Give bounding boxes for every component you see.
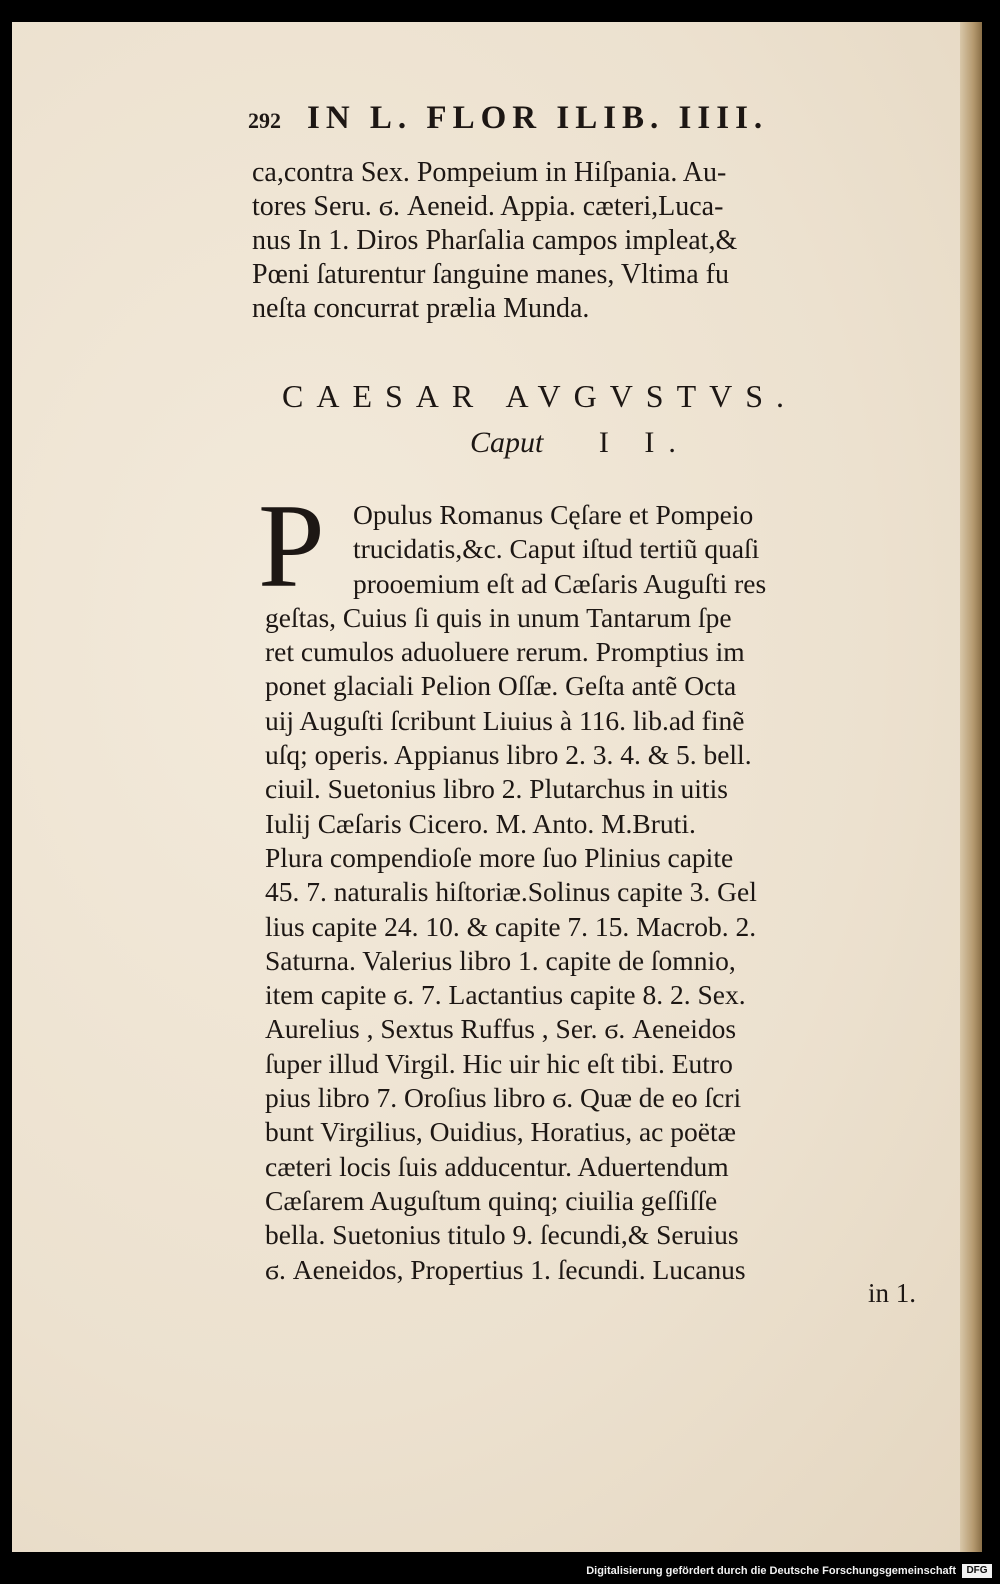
- page-number: 292: [248, 108, 281, 133]
- text-line: Cæſarem Auguſtum quinq; ciuilia geſſiſſe: [265, 1184, 718, 1216]
- text-line: Saturna. Valerius libro 1. capite de ſomnio,: [265, 944, 736, 976]
- text-line: Aurelius , Sextus Ruffus , Ser. ϭ. Aeneidos: [265, 1013, 737, 1045]
- section-title: CAESAR AVGVSTVS.: [282, 378, 798, 414]
- text-line: lius capite 24. 10. & capite 7. 15. Macrob. 2.: [265, 910, 757, 942]
- running-title: IN L. FLOR ILIB. IIII.: [307, 100, 769, 136]
- text-line: ret cumulos aduoluere rerum. Promptius im: [265, 636, 745, 668]
- digitization-credit: Digitalisierung gefördert durch die Deutsche Forschungsgemeinschaft: [586, 1565, 956, 1577]
- text-line: bunt Virgilius, Ouidius, Horatius, ac poëtæ: [265, 1116, 736, 1148]
- running-header: [248, 100, 898, 137]
- text-line: geſtas, Cuius ſi quis in unum Tantarum ſpe: [265, 601, 732, 633]
- text-line: ca,contra Sex. Pompeium in Hiſpania. Au-: [252, 157, 727, 188]
- chapter-number: I I.: [598, 426, 690, 459]
- text-line: ciuil. Suetonius libro 2. Plutarchus in uitis: [265, 773, 728, 805]
- text-line: pius libro 7. Oroſius libro ϭ. Quæ de eo ſcri: [265, 1082, 742, 1114]
- text-line: neſta concurrat prælia Munda.: [252, 293, 590, 324]
- text-line: Opulus Romanus Cęſare et Pompeio: [353, 499, 754, 530]
- paragraph-1: [252, 156, 922, 326]
- text-line: Pœni ſaturentur ſanguine manes, Vltima fu: [252, 259, 729, 290]
- text-line: ſuper illud Virgil. Hic uir hic eſt tibi. Eutro: [265, 1047, 733, 1079]
- text-line: bella. Suetonius titulo 9. ſecundi,& Seruius: [265, 1219, 739, 1251]
- text-line: item capite ϭ. 7. Lactantius capite 8. 2. Sex.: [265, 979, 746, 1011]
- text-line: 45. 7. naturalis hiſtoriæ.Solinus capite 3. Gel: [265, 876, 757, 908]
- text-line: ponet glaciali Pelion Oſſæ. Geſta antẽ Octa: [265, 670, 737, 702]
- text-line: ϭ. Aeneidos, Propertius 1. ſecundi. Lucanus: [265, 1253, 746, 1285]
- text-line: cæteri locis ſuis adducentur. Aduertendum: [265, 1150, 729, 1182]
- text-line: uſq; operis. Appianus libro 2. 3. 4. & 5. bell.: [265, 739, 752, 771]
- page-edge: [960, 22, 982, 1552]
- drop-cap: P: [258, 479, 325, 612]
- text-line: Iulij Cæſaris Cicero. M. Anto. M.Bruti.: [265, 807, 696, 839]
- paragraph-2: [265, 498, 935, 1287]
- text-line: trucidatis,&c. Caput iſtud tertiũ quaſi: [353, 533, 760, 565]
- chapter-label: Caput: [470, 426, 544, 459]
- text-line: nus In 1. Diros Pharſalia campos impleat,&: [252, 225, 738, 256]
- text-line: Plura compendioſe more ſuo Plinius capite: [265, 841, 734, 873]
- dfg-logo: DFG: [962, 1564, 992, 1578]
- chapter-heading: [470, 426, 690, 460]
- text-line: uij Auguſti ſcribunt Liuius à 116. lib.ad finẽ: [265, 704, 745, 736]
- catchword: in 1.: [868, 1278, 917, 1308]
- text-line: prooemium eſt ad Cæſaris Auguſti res: [353, 567, 767, 599]
- text-line: tores Seru. ϭ. Aeneid. Appia. cæteri,Luca-: [252, 191, 724, 222]
